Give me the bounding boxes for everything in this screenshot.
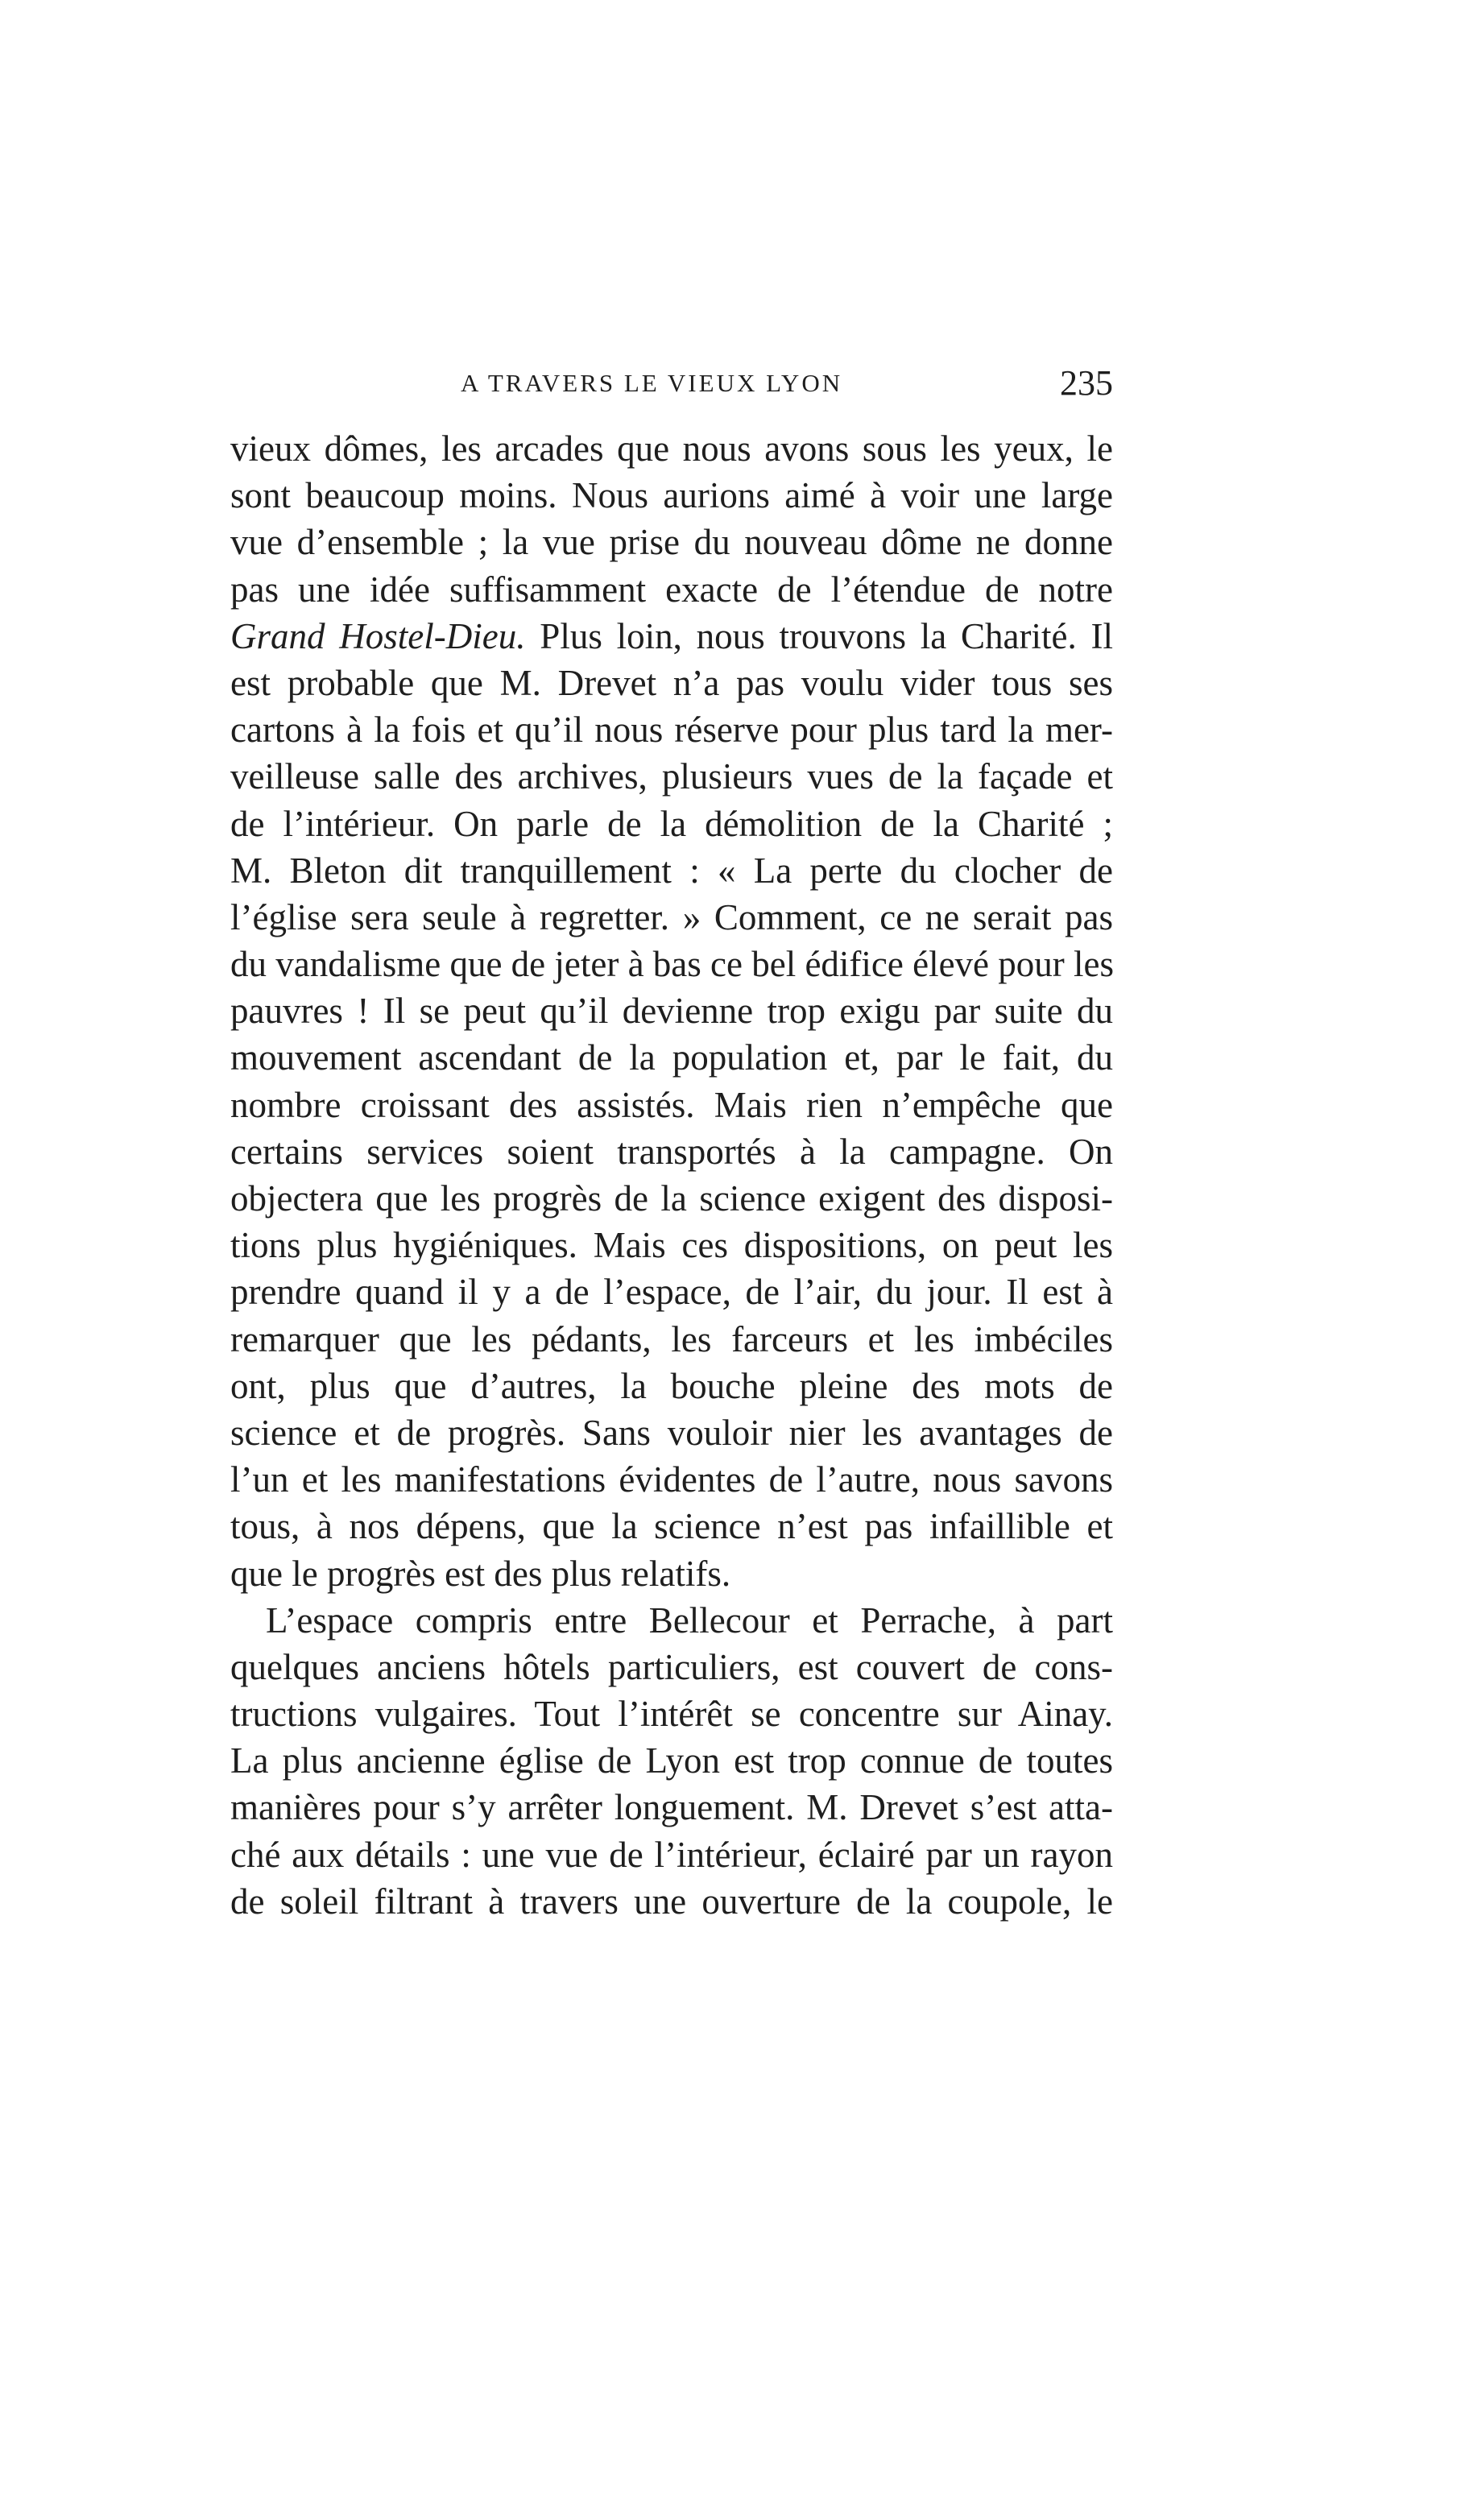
text-line: ont, plus que d’autres, la bouche pleine des mots de — [230, 1365, 1113, 1406]
text-line: M. Bleton dit tranquillement : « La perte du clocher de — [230, 850, 1113, 891]
text-line: manières pour s’y arrêter longuement. M. Drevet s’est atta- — [230, 1787, 1113, 1828]
text-line: mouvement ascendant de la population et, par le fait, du — [230, 1037, 1113, 1078]
text-line: de soleil filtrant à travers une ouverture de la coupole, le — [230, 1881, 1113, 1922]
text-line: certains services soient transportés à la campagne. On — [230, 1131, 1113, 1172]
text-line: l’église sera seule à regretter. » Comment, ce ne serait pas — [230, 896, 1113, 937]
paragraph-2 — [230, 1597, 1113, 1925]
text-line: sont beaucoup moins. Nous aurions aimé à voir une large — [230, 475, 1113, 516]
text-line: remarquer que les pédants, les farceurs et les imbéciles — [230, 1318, 1113, 1359]
body-text — [230, 425, 1113, 1925]
text-line: cartons à la fois et qu’il nous réserve pour plus tard la mer- — [230, 710, 1113, 751]
text-line-with-italic — [230, 613, 1113, 660]
text-line: vue d’ensemble ; la vue prise du nouveau dôme ne donne — [230, 522, 1113, 563]
text-line: science et de progrès. Sans vouloir nier les avantages de — [230, 1412, 1113, 1453]
text-line: que le progrès est des plus relatifs. — [230, 1553, 731, 1594]
text-line: quelques anciens hôtels particuliers, est couvert de cons- — [230, 1646, 1113, 1687]
text-line: pauvres ! Il se peut qu’il devienne trop exigu par suite du — [230, 991, 1113, 1032]
text-line: est probable que M. Drevet n’a pas voulu vider tous ses — [230, 662, 1113, 703]
text-line: nombre croissant des assistés. Mais rien n’empêche que — [230, 1084, 1113, 1125]
text-line: veilleuse salle des archives, plusieurs vues de la façade et — [230, 756, 1113, 797]
italic-phrase: Grand Hostel-Dieu. — [230, 615, 526, 656]
text-line: ché aux détails : une vue de l’intérieur, éclairé par un rayon — [230, 1834, 1113, 1875]
text-line: tructions vulgaires. Tout l’intérêt se concentre sur Ainay. — [230, 1694, 1113, 1735]
paragraph-1 — [230, 425, 1113, 1597]
running-title: A TRAVERS LE VIEUX LYON — [461, 369, 843, 397]
text-line: tions plus hygiéniques. Mais ces dispositions, on peut les — [230, 1225, 1113, 1266]
text-line: L’espace compris entre Bellecour et Perrache, à part — [266, 1599, 1113, 1641]
text-line: du vandalisme que de jeter à bas ce bel édifice élevé pour les — [230, 944, 1115, 985]
running-head — [230, 359, 1113, 408]
page-number: 235 — [1060, 363, 1113, 403]
text-line: l’un et les manifestations évidentes de l’autre, nous savons — [230, 1459, 1113, 1500]
text-line: pas une idée suffisamment exacte de l’étendue de notre — [230, 569, 1113, 610]
text-line: objectera que les progrès de la science exigent des disposi- — [230, 1178, 1113, 1219]
text-line: vieux dômes, les arcades que nous avons sous les yeux, le — [230, 428, 1113, 469]
text-line: La plus ancienne église de Lyon est trop connue de toutes — [230, 1740, 1113, 1781]
text-line-rest: Plus loin, nous trouvons la Charité. Il — [540, 615, 1113, 656]
text-line: de l’intérieur. On parle de la démolition de la Charité ; — [230, 803, 1113, 844]
text-line: prendre quand il y a de l’espace, de l’air, du jour. Il est à — [230, 1272, 1113, 1313]
text-line: tous, à nos dépens, que la science n’est pas infaillible et — [230, 1506, 1113, 1547]
